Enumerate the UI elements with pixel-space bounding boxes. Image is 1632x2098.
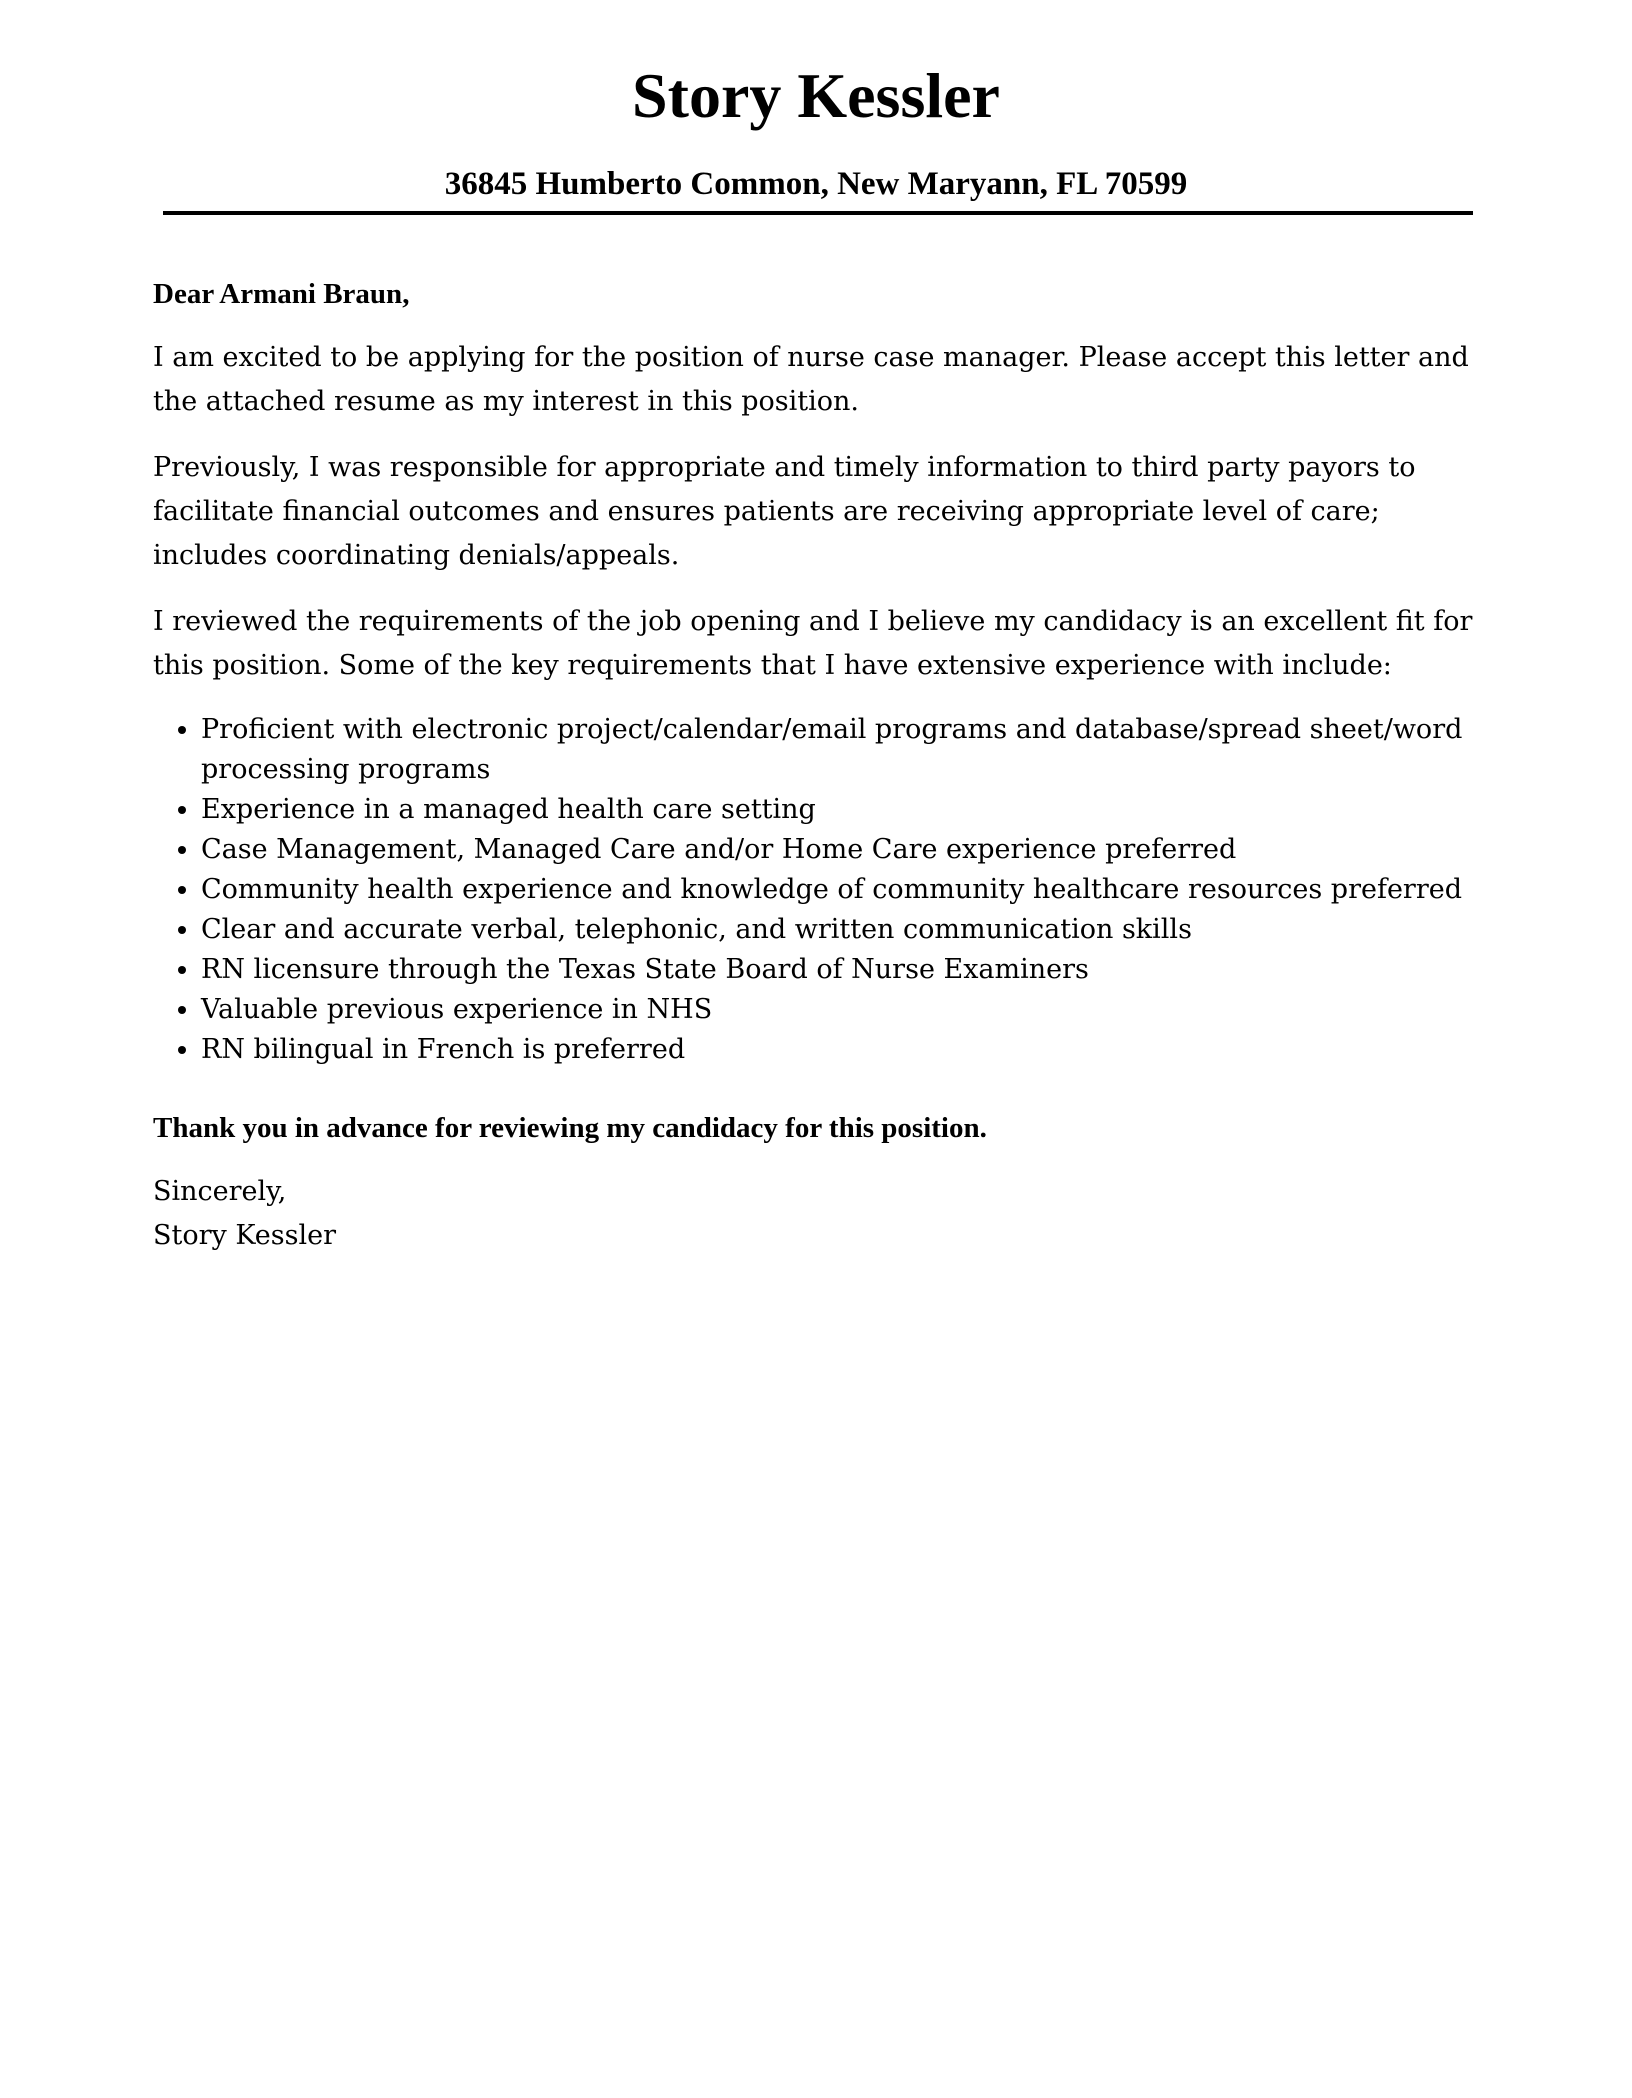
list-item: • Proficient with electronic project/calendar/email programs and database/spread sheet/word processing programs xyxy=(201,710,1483,790)
closing-statement: Thank you in advance for reviewing my candidacy for this position. xyxy=(153,1112,987,1144)
list-item: • Experience in a managed health care setting xyxy=(201,790,1483,830)
salutation: Dear Armani Braun, xyxy=(153,278,410,310)
letter-body xyxy=(153,274,1483,1258)
signoff: Sincerely, xyxy=(153,1176,287,1207)
list-item: • RN bilingual in French is preferred xyxy=(201,1030,1483,1070)
applicant-address: 36845 Humberto Common, New Maryann, FL 70599 xyxy=(444,166,1188,202)
list-item: • Clear and accurate verbal, telephonic, and written communication skills xyxy=(201,910,1483,950)
list-item: • Community health experience and knowledge of community healthcare resources preferred xyxy=(201,870,1483,910)
list-item: • Valuable previous experience in NHS xyxy=(201,990,1483,1030)
paragraph-experience: Previously, I was responsible for appropriate and timely information to third party payors to facilitate financial outcomes and ensures patients are receiving appropriate level of care; includes coordinating denials/appeals. xyxy=(153,452,1416,571)
requirements-list xyxy=(153,710,1483,1070)
header-divider xyxy=(163,211,1473,215)
signature-name: Story Kessler xyxy=(153,1220,337,1251)
paragraph-intro: I am excited to be applying for the position of nurse case manager. Please accept this letter and the attached resume as my interest in this position. xyxy=(153,342,1469,417)
applicant-name: Story Kessler xyxy=(632,60,1000,131)
list-item: • Case Management, Managed Care and/or Home Care experience preferred xyxy=(201,830,1483,870)
paragraph-requirements-intro: I reviewed the requirements of the job opening and I believe my candidacy is an excellent fit for this position. Some of the key requirements that I have extensive experience with include: xyxy=(153,606,1473,681)
list-item: • RN licensure through the Texas State Board of Nurse Examiners xyxy=(201,950,1483,990)
